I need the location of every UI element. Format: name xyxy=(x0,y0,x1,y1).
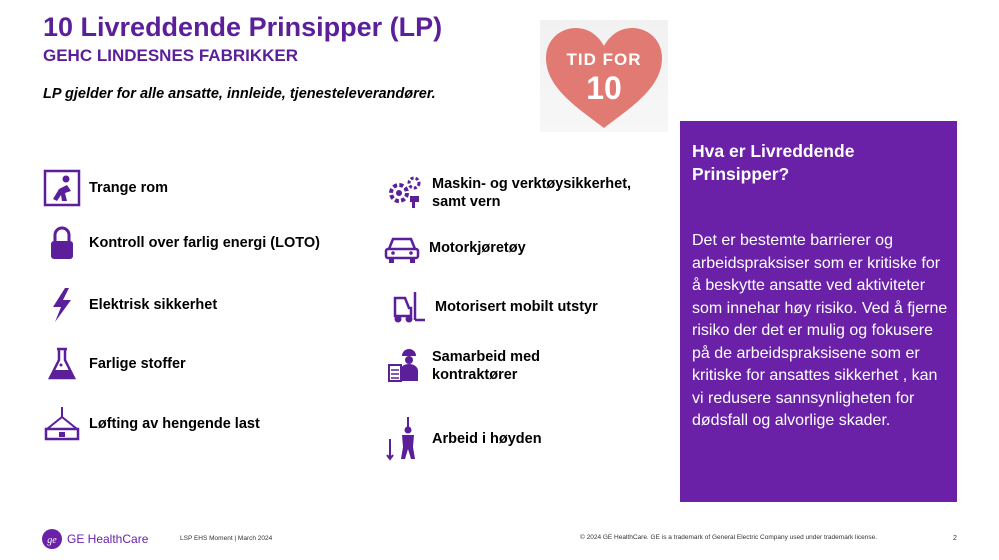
badge-line2: 10 xyxy=(586,70,622,106)
ge-monogram-icon xyxy=(41,528,63,550)
principle-item-working-at-height xyxy=(386,416,542,462)
principle-item-machine-safety xyxy=(386,174,631,212)
car-icon xyxy=(383,229,421,267)
confined-space-icon xyxy=(43,169,81,207)
footer-event: LSP EHS Moment | March 2024 xyxy=(180,535,273,542)
principle-item-hazardous-substances xyxy=(43,345,186,383)
principle-label: Trange rom xyxy=(89,180,168,196)
page-subtitle: GEHC LINDESNES FABRIKKER xyxy=(43,46,299,65)
principle-label: Motorisert mobilt utstyr xyxy=(435,299,598,315)
contractor-icon xyxy=(386,347,424,385)
principle-label: Arbeid i høyden xyxy=(432,431,542,447)
lightning-icon xyxy=(43,286,81,324)
principle-label: Farlige stoffer xyxy=(89,356,186,372)
principle-item-hanging-load xyxy=(43,405,260,443)
page-title: 10 Livreddende Prinsipper (LP) xyxy=(43,12,443,42)
hanging-load-icon xyxy=(43,405,81,443)
padlock-icon xyxy=(43,224,81,262)
principle-item-loto xyxy=(43,224,320,262)
panel-body: Det er bestemte barrierer og arbeidspraksiser som er kritiske for å beskytte ansatte ved aktiviteter som innehar høy risiko. Ved å fjerne risiko der det er mulig og fokusere på de arbeidspraksisene som er kritiske for ansattes sikkerhet , kan vi redusere sannsynligheten for dødsfall og alvorlige skader. xyxy=(692,232,948,429)
principle-label: Motorkjøretøy xyxy=(429,240,526,256)
flask-icon xyxy=(43,345,81,383)
principle-item-electrical xyxy=(43,286,217,324)
badge-line1: TID FOR xyxy=(566,50,642,69)
forklift-icon xyxy=(389,288,427,326)
tid-for-10-badge xyxy=(540,20,668,132)
fall-protection-icon xyxy=(386,416,424,462)
svg-text:ge: ge xyxy=(47,535,57,546)
brand-name: GE HealthCare xyxy=(67,532,149,546)
principle-item-mobile-equipment xyxy=(389,288,598,326)
principle-label: Løfting av hengende last xyxy=(89,416,260,432)
panel-title: Hva er Livreddende Prinsipper? xyxy=(692,141,855,184)
principle-label: Samarbeid med kontraktører xyxy=(432,349,540,383)
principle-item-contractors xyxy=(386,347,540,385)
principle-label: Kontroll over farlig energi (LOTO) xyxy=(89,235,320,251)
principle-label: Elektrisk sikkerhet xyxy=(89,297,218,313)
footer-copyright: © 2024 GE HealthCare. GE is a trademark of General Electric Company used under trademark license. xyxy=(580,534,878,541)
principle-item-motor-vehicle xyxy=(383,229,526,267)
info-panel xyxy=(680,121,957,502)
ge-healthcare-logo xyxy=(41,528,148,550)
gears-icon xyxy=(386,174,424,212)
page-number: 2 xyxy=(953,535,957,542)
principle-label: Maskin- og verktøysikkerhet, samt vern xyxy=(432,176,632,210)
principle-item-confined-space xyxy=(43,169,168,207)
scope-text: LP gjelder for alle ansatte, innleide, tjenesteleverandører. xyxy=(43,86,436,102)
